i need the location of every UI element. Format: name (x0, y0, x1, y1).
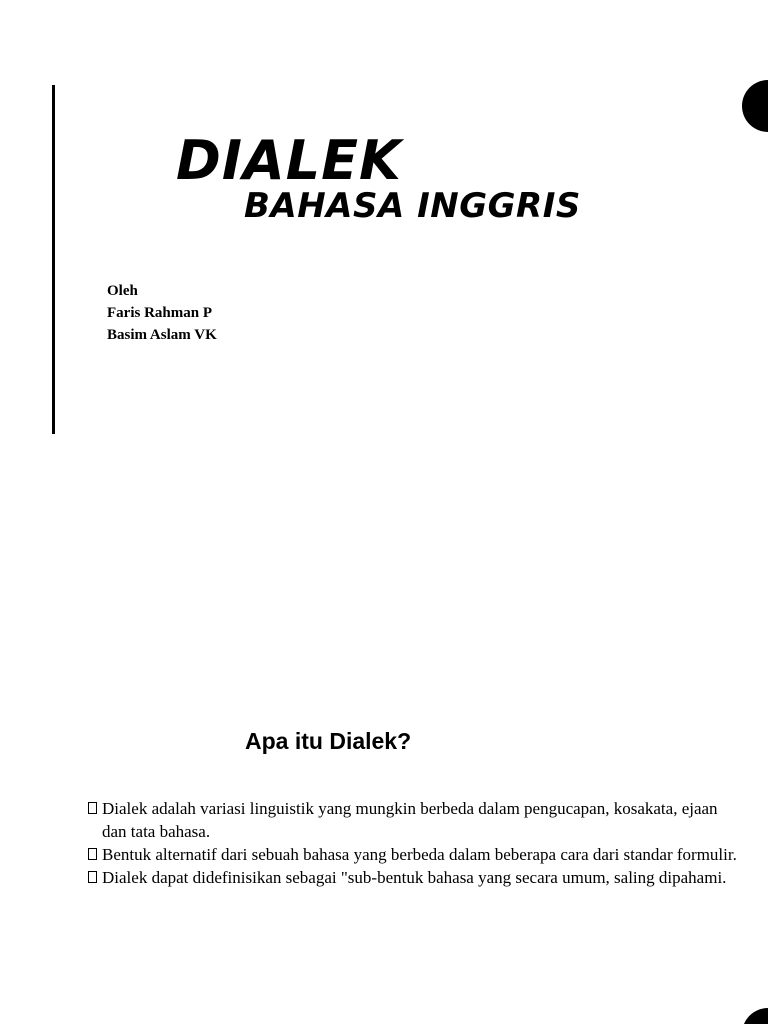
definition-list (88, 797, 738, 889)
bullet-box-icon (88, 802, 97, 814)
document-title: DIALEK (176, 129, 402, 192)
page-tab-marker-top (742, 80, 768, 132)
document-subtitle: BAHASA INGGRIS (244, 186, 581, 226)
author-by-label: Oleh (107, 283, 138, 299)
list-item (88, 843, 738, 866)
bullet-box-icon (88, 848, 97, 860)
list-item-text: Bentuk alternatif dari sebuah bahasa yang berbeda dalam beberapa cara dari standar formulir. (102, 845, 737, 864)
page-tab-marker-bottom (742, 1008, 768, 1024)
list-item (88, 866, 738, 889)
list-item (88, 797, 738, 843)
author-name: Basim Aslam VK (107, 327, 217, 343)
author-block (107, 280, 217, 346)
author-name: Faris Rahman P (107, 305, 212, 321)
bullet-box-icon (88, 871, 97, 883)
list-item-text: Dialek dapat didefinisikan sebagai "sub-bentuk bahasa yang secara umum, saling dipahami. (102, 868, 727, 887)
list-item-text: Dialek adalah variasi linguistik yang mungkin berbeda dalam pengucapan, kosakata, ejaan dan tata bahasa. (102, 799, 718, 841)
left-vertical-rule (52, 85, 55, 434)
section-heading: Apa itu Dialek? (245, 728, 412, 754)
